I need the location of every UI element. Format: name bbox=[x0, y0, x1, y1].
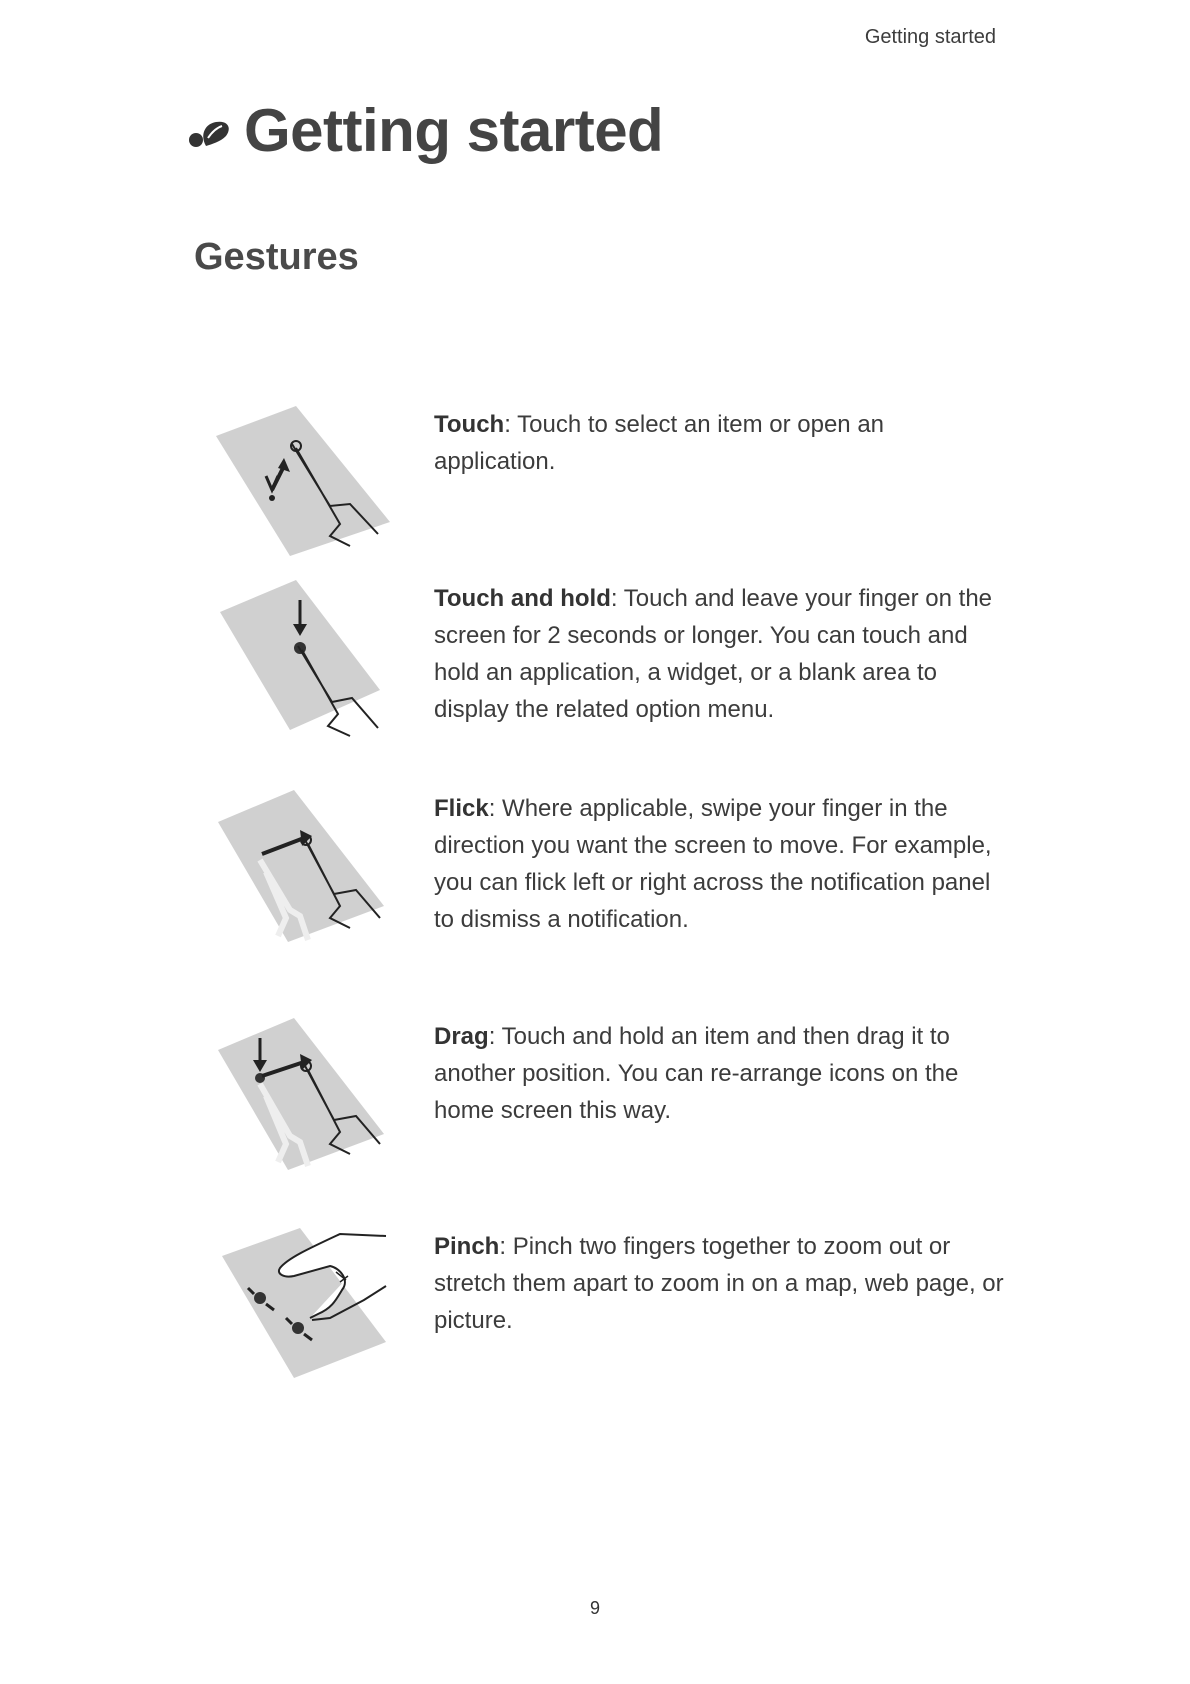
gesture-pinch-text: Pinch two fingers together to zoom out or stretch them apart to zoom in on a map, web page, or picture. bbox=[434, 1233, 1004, 1334]
gesture-touch-text: Touch to select an item or open an application. bbox=[434, 411, 885, 475]
gesture-touch-and-hold bbox=[200, 580, 1000, 760]
touch-gesture-icon bbox=[200, 406, 400, 576]
gesture-drag bbox=[200, 1018, 1000, 1198]
gesture-drag-desc bbox=[434, 1018, 1004, 1129]
running-header: Getting started bbox=[864, 26, 996, 48]
gesture-flick-text: Where applicable, swipe your finger in the direction you want the screen to move. For example, you can flick left or right across the notification panel to dismiss a notification. bbox=[434, 795, 992, 933]
gesture-drag-text: Touch and hold an item and then drag it to another position. You can re-arrange icons on the home screen this way. bbox=[434, 1023, 959, 1124]
gesture-touch-and-hold-separator: : bbox=[610, 585, 624, 612]
touch-hold-gesture-icon bbox=[200, 580, 400, 750]
gesture-touch-separator: : bbox=[504, 411, 518, 438]
chapter-heading bbox=[186, 96, 663, 165]
gesture-pinch-name: Pinch bbox=[434, 1233, 500, 1260]
gesture-flick-separator: : bbox=[488, 795, 503, 822]
flick-gesture-icon bbox=[200, 790, 400, 960]
gesture-pinch-separator: : bbox=[499, 1233, 513, 1260]
chapter-title: Getting started bbox=[244, 97, 664, 164]
section-title: Gestures bbox=[194, 236, 359, 278]
gesture-touch-desc bbox=[434, 406, 1004, 480]
gesture-drag-separator: : bbox=[488, 1023, 502, 1050]
leaf-drops-icon bbox=[186, 110, 234, 158]
pinch-gesture-icon bbox=[200, 1228, 400, 1398]
gesture-touch-name: Touch bbox=[434, 411, 505, 438]
gesture-flick-name: Flick bbox=[434, 795, 489, 822]
gesture-flick bbox=[200, 790, 1000, 970]
gesture-touch bbox=[200, 406, 1000, 586]
gesture-touch-and-hold-text: Touch and leave your finger on the screen for 2 seconds or longer. You can touch and hold an application, a widget, or a blank area to display the related option menu. bbox=[434, 585, 993, 723]
drag-gesture-icon bbox=[200, 1018, 400, 1188]
gesture-pinch-desc bbox=[434, 1228, 1004, 1339]
gesture-touch-and-hold-name: Touch and hold bbox=[434, 585, 611, 612]
gesture-touch-and-hold-desc bbox=[434, 580, 1004, 728]
page-number: 9 bbox=[589, 1598, 600, 1618]
gesture-pinch bbox=[200, 1228, 1004, 1408]
gesture-flick-desc bbox=[434, 790, 1004, 938]
gesture-drag-name: Drag bbox=[434, 1023, 489, 1050]
